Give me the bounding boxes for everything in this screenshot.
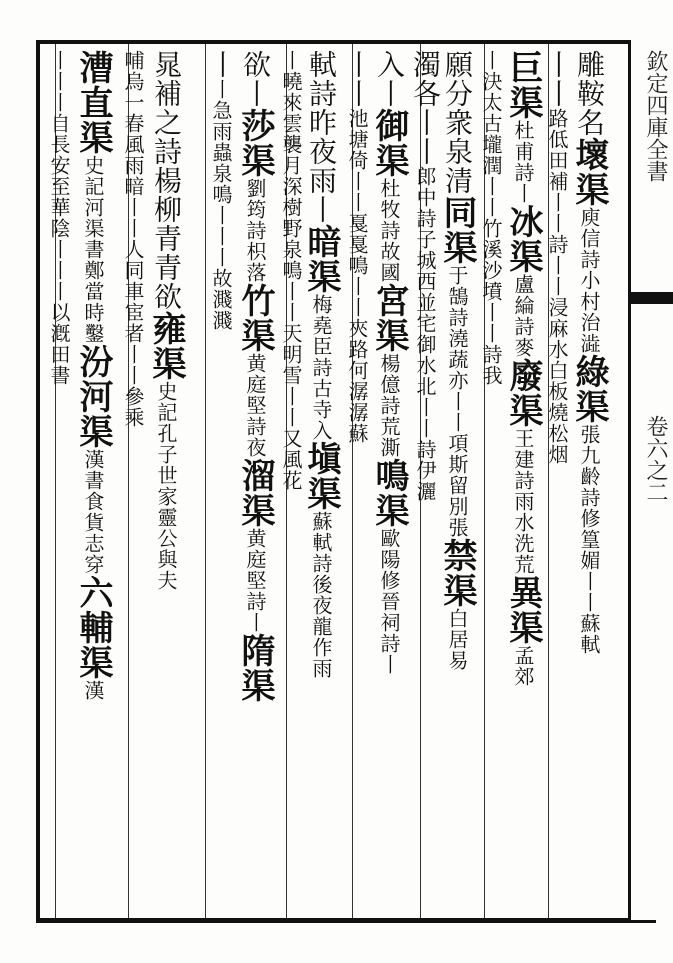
entry-heading: 禁渠 [437, 538, 477, 608]
entry-annotation: 池塘倚丨丨 [345, 108, 369, 213]
text-column [73, 50, 113, 701]
entry-heading: 同渠 [437, 195, 477, 265]
text-column [410, 50, 440, 502]
entry-annotation: 天明雪丨丨又風花 [279, 323, 303, 491]
entry-annotation: 庾信詩小村治澁 [577, 207, 601, 354]
entry-heading: 鳴渠 [369, 458, 409, 528]
entry-annotation: 歐陽修晉祠詩丨 [377, 528, 401, 675]
entry-annotation: 丨丨丨自長安至華陰 [47, 50, 71, 239]
entry-annotation: 泉鳴丨丨 [209, 163, 233, 247]
text-column [342, 50, 372, 444]
text-column [276, 50, 306, 491]
entry-text: 丨 [205, 50, 238, 79]
entry-annotation: 楊億詩荒澌 [377, 353, 401, 458]
entry-annotation: 劉筠詩枳落 [243, 178, 267, 283]
entry-heading: 雍渠 [146, 311, 186, 381]
entry-heading: 綠渠 [569, 354, 609, 424]
entry-annotation: 項斯留別張 [445, 433, 469, 538]
entry-heading: 御渠 [369, 108, 409, 178]
entry-text: 濁各丨丨 [409, 50, 442, 166]
entry-annotation: 丨故濺濺 [209, 247, 233, 331]
entry-annotation: 詩我 [479, 344, 503, 386]
frame-top-border [36, 40, 656, 44]
entry-annotation: 詩伊灑 [413, 439, 437, 502]
text-column [437, 50, 477, 671]
entry-annotation: 白居易 [445, 608, 469, 671]
entry-heading: 汾河渠 [73, 344, 113, 449]
entry-annotation: 夾路何潺潺蘇 [345, 318, 369, 444]
text-column [301, 50, 341, 679]
text-column [569, 50, 609, 655]
entry-annotation: 郎中詩子城西並宅 [413, 166, 437, 334]
entry-heading: 異渠 [503, 575, 543, 645]
entry-annotation: 人同車宦者丨丨參乘 [121, 239, 145, 428]
entry-annotation: 丨急雨蟲 [209, 79, 233, 163]
margin-book-title: 欽定四庫全書 [643, 50, 668, 182]
entry-text: 願分衆泉清 [441, 50, 474, 195]
entry-heading: 竹渠 [235, 283, 275, 353]
entry-annotation: 杜牧詩故國 [377, 178, 401, 283]
entry-annotation: 漢書食貨志穿 [81, 449, 105, 575]
entry-heading: 六輔渠 [73, 575, 113, 680]
entry-annotation: 戛戛鳴丨丨 [345, 213, 369, 318]
entry-heading: 漕直渠 [73, 50, 113, 155]
fish-tail-mark [628, 292, 673, 304]
entry-text: 丨丨 [541, 50, 574, 108]
entry-text: 晁補之詩楊柳青青欲 [150, 50, 183, 311]
entry-annotation: 壠潤丨丨 [479, 134, 503, 218]
entry-text: 欲丨 [239, 50, 272, 108]
entry-heading: 溜渠 [235, 458, 275, 528]
entry-annotation: 梅堯臣詩古寺入 [309, 294, 333, 441]
entry-annotation: 丨丨丨以漑田 [47, 239, 71, 365]
entry-annotation: 書 [47, 365, 71, 386]
text-column [118, 50, 148, 428]
entry-heading: 隋渠 [235, 633, 275, 703]
entry-heading: 冰渠 [503, 204, 543, 274]
entry-text: 入丨 [373, 50, 406, 108]
entry-annotation: 張九齡詩修篁媚丨丨蘇軾 [577, 424, 601, 655]
text-column [206, 50, 236, 331]
margin-volume-label: 卷六之二 [643, 415, 668, 503]
frame-bottom-border [36, 918, 656, 923]
entry-annotation: 黄庭堅詩丨 [243, 528, 267, 633]
entry-annotation: 杜甫詩丨 [511, 120, 535, 204]
text-column [542, 50, 572, 465]
text-column [503, 50, 543, 687]
text-column [235, 50, 275, 703]
entry-heading: 暗渠 [301, 224, 341, 294]
entry-heading: 廢渠 [503, 358, 543, 428]
entry-text: 雕鞍名 [573, 50, 606, 137]
entry-annotation: 孟郊 [511, 645, 535, 687]
text-column [476, 50, 506, 386]
text-column [146, 50, 186, 591]
entry-text: 丨丨 [341, 50, 374, 108]
text-column [369, 50, 409, 675]
entry-heading: 莎渠 [235, 108, 275, 178]
entry-annotation: 丨決太古 [479, 50, 503, 134]
entry-annotation: 深樹野泉鳴丨丨 [279, 176, 303, 323]
entry-annotation: 史記河渠書鄭當時鑿 [81, 155, 105, 344]
entry-annotation: 哺烏一春風雨暗丨丨 [121, 50, 145, 239]
entry-heading: 塡渠 [301, 441, 341, 511]
entry-annotation: 史記孔子世家靈公與夫 [154, 381, 178, 591]
frame-left-border [36, 40, 40, 922]
entry-heading: 巨渠 [503, 50, 543, 120]
entry-heading: 壞渠 [569, 137, 609, 207]
entry-annotation: 漢 [81, 680, 105, 701]
entry-heading: 宮渠 [369, 283, 409, 353]
entry-annotation: 竹溪沙墳丨丨 [479, 218, 503, 344]
entry-annotation: 丨曉來雲襲月 [279, 50, 303, 176]
entry-annotation: 于鵠詩澆蔬亦丨丨 [445, 265, 469, 433]
entry-annotation: 王建詩雨水洗荒 [511, 428, 535, 575]
entry-annotation: 蘇軾詩後夜龍作雨 [309, 511, 333, 679]
text-column [44, 50, 74, 386]
entry-annotation: 黄庭堅詩夜 [243, 353, 267, 458]
entry-text: 軾詩昨夜雨丨 [305, 50, 338, 224]
entry-annotation: 御水北丨丨 [413, 334, 437, 439]
entry-annotation: 盧綸詩麥 [511, 274, 535, 358]
entry-annotation: 詩丨丨浸麻水白板燒松烟 [545, 234, 569, 465]
entry-annotation: 路低田補丨丨 [545, 108, 569, 234]
